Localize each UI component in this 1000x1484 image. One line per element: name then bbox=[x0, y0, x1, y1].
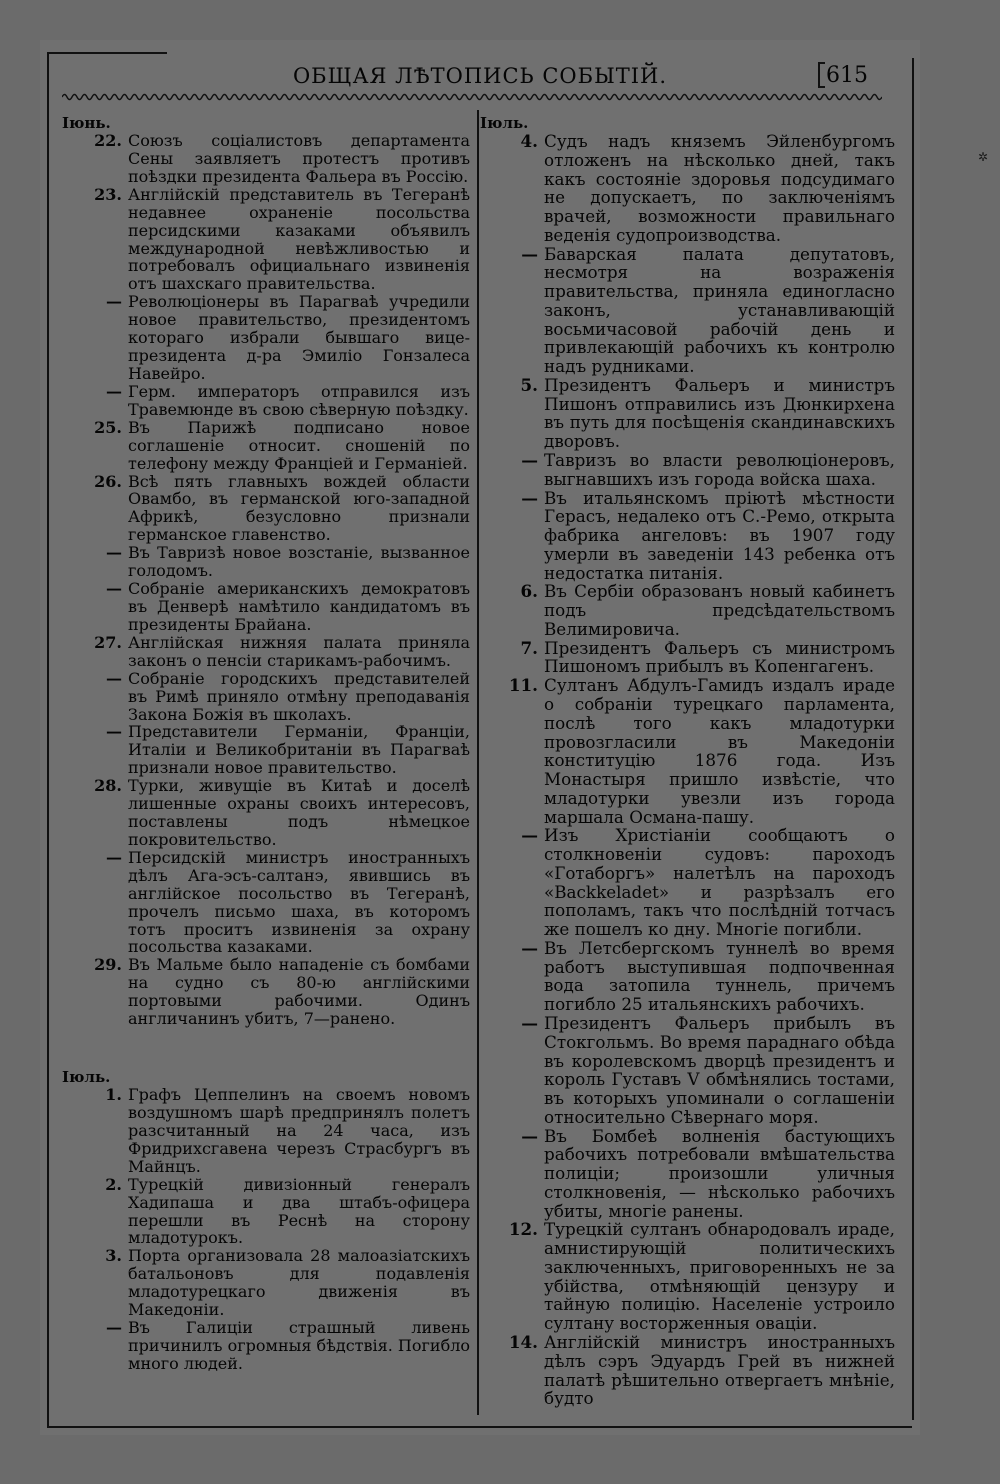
chronicle-entry bbox=[62, 849, 470, 957]
entry-text: Въ Бомбеѣ волненія бастующихъ рабочихъ потребовали вмѣшательства полиціи; произошли уличныя столкновенія, — нѣсколько рабочихъ убиты, многіе ранены. bbox=[544, 1125, 895, 1221]
chronicle-entry bbox=[480, 1333, 895, 1408]
entry-text: Въ Парижѣ подписано новое соглашеніе относит. сношеній по телефону между Франціей и Германіей. bbox=[128, 417, 470, 473]
entry-text: Революціонеры въ Парагваѣ учредили новое правительство, президентомъ котораго избрали бывшаго вице-президента д-ра Эмиліо Гонзалеса Навейро. bbox=[128, 292, 470, 383]
entry-text: Всѣ пять главныхъ вождей области Овамбо, въ германской юго-западной Африкѣ, безусловно признали германское главенство. bbox=[128, 471, 470, 545]
entry-text: Въ Галиціи страшный ливень причинилъ огромныя бѣдствія. Погибло много людей. bbox=[128, 1318, 470, 1373]
frame-top-rule bbox=[47, 52, 167, 54]
entry-date: 3. bbox=[105, 1246, 122, 1266]
entry-date: 29. bbox=[94, 955, 122, 975]
entry-text: Въ Тавризѣ новое возстаніе, вызванное голодомъ. bbox=[128, 543, 470, 581]
chronicle-entry bbox=[62, 1176, 470, 1248]
entry-date: — bbox=[521, 825, 538, 846]
entry-text: Собраніе городскихъ представителей въ Римѣ приняло отмѣну преподаванія Закона Божія въ школахъ. bbox=[128, 668, 470, 724]
chronicle-entry bbox=[62, 723, 470, 777]
chronicle-entry bbox=[62, 473, 470, 545]
chronicle-entry bbox=[480, 639, 895, 677]
entry-text: Изъ Христіаніи сообщаютъ о столкновеніи судовъ: пароходъ «Готаборгъ» налетѣлъ на пароходъ «Backkeladet» и разрѣзалъ его пополамъ, такъ что послѣдній тотчасъ же пошелъ ко дну. Многіе погибли. bbox=[544, 825, 895, 940]
entry-date: — bbox=[106, 543, 122, 563]
entry-date: — bbox=[106, 722, 122, 742]
entry-date: — bbox=[521, 1125, 538, 1146]
entry-text: Англійскій представитель въ Тегеранѣ недавнее охраненіе посольства персидскими казаками объявилъ международной невѣжливостью и потребовалъ официальнаго извиненія отъ шахскаго правительства. bbox=[128, 184, 470, 294]
chronicle-entry bbox=[62, 1319, 470, 1373]
entry-text: Баварская палата депутатовъ, несмотря на возраженія правительства, приняла единогласно законъ, устанавливающій восьмичасовой рабочій день и привлекающій рабочихъ къ контролю надъ рудниками. bbox=[544, 243, 895, 377]
entry-text: Англійская нижняя палата приняла законъ о пенсіи старикамъ-рабочимъ. bbox=[128, 632, 470, 670]
chronicle-entry bbox=[480, 451, 895, 489]
entry-date: 27. bbox=[94, 632, 122, 652]
entry-text: Тавризъ во власти революціонеровъ, выгнавшихъ изъ города войска шаха. bbox=[544, 450, 895, 489]
chronicle-entry bbox=[62, 419, 470, 473]
chronicle-entry bbox=[62, 186, 470, 294]
entry-date: — bbox=[106, 1318, 122, 1338]
chronicle-entry bbox=[480, 376, 895, 451]
entry-text: Персидскій министръ иностранныхъ дѣлъ Ага-эсъ-салтанэ, явившись въ англійское посольство въ Тегеранѣ, прочелъ письмо шаха, въ которомъ тотъ проситъ извиненія за охрану посольства казаками. bbox=[128, 847, 470, 957]
month-gap bbox=[62, 1028, 470, 1068]
entry-date: 22. bbox=[94, 131, 122, 150]
left-column bbox=[62, 114, 470, 1373]
frame-bottom-rule bbox=[47, 1426, 912, 1428]
frame-left-rule bbox=[47, 52, 49, 1427]
entry-text: Англійскій министръ иностранныхъ дѣлъ сэръ Эдуардъ Грей въ нижней палатѣ рѣшительно отвергаетъ мнѣніе, будто bbox=[544, 1332, 895, 1409]
entry-date: 6. bbox=[520, 581, 538, 602]
entry-date: — bbox=[106, 292, 122, 312]
entry-text: Въ Мальме было нападеніе съ бомбами на судно съ 80-ю англійскими портовыми рабочими. Одинъ англичанинъ убитъ, 7—ранено. bbox=[128, 955, 470, 1029]
entry-text: Президентъ Фальеръ съ министромъ Пишономъ прибылъ въ Копенгагенъ. bbox=[544, 637, 895, 677]
entry-date: 23. bbox=[94, 184, 122, 204]
chronicle-entry bbox=[480, 582, 895, 638]
chronicle-entry bbox=[62, 1247, 470, 1319]
chronicle-entry bbox=[480, 939, 895, 1014]
chronicle-entry bbox=[480, 489, 895, 583]
entry-text: Въ Летсбергскомъ туннелѣ во время работъ выступившая подпочвенная вода затопила туннель, причемъ погибло 25 итальянскихъ рабочихъ. bbox=[544, 937, 895, 1015]
month-heading: Іюль. bbox=[480, 114, 529, 132]
entry-text: Графъ Цеппелинъ на своемъ новомъ воздушномъ шарѣ предпринялъ полетъ разсчитанный на 24 часа, изъ Фридрихсгавена черезъ Страсбургъ въ Майнцъ. bbox=[128, 1085, 470, 1176]
entry-text: Президентъ Фальеръ прибылъ въ Стокгольмъ. Во время параднаго обѣда въ королевскомъ дворцѣ президентъ и король Густавъ V обмѣнялись тостами, въ которыхъ упоминали о соглашеніи относительно Сѣвернаго моря. bbox=[544, 1012, 895, 1127]
entry-date: 7. bbox=[520, 637, 538, 658]
entry-date: 12. bbox=[508, 1219, 538, 1240]
entry-text: Султанъ Абдулъ-Гамидъ издалъ ираде о собраніи турецкаго парламента, послѣ того какъ младотурки провозгласили въ Македоніи конституцію 1876 года. Изъ Монастыря пришло извѣстіе, что младотурки увезли изъ города маршала Османа-пашу. bbox=[544, 675, 895, 827]
entry-date: 26. bbox=[94, 471, 122, 491]
column-divider bbox=[477, 110, 479, 1415]
chronicle-entry bbox=[62, 634, 470, 670]
entry-text: Собраніе американскихъ демократовъ въ Денверѣ намѣтило кандидатомъ въ президенты Брайана. bbox=[128, 579, 470, 634]
entry-date: — bbox=[521, 487, 538, 508]
entry-text: Представители Германіи, Франціи, Италіи и Великобританіи въ Парагваѣ признали новое правительство. bbox=[128, 722, 470, 778]
page-number: 615 bbox=[826, 63, 868, 88]
page-number-bracket bbox=[818, 62, 825, 88]
chronicle-entry bbox=[62, 580, 470, 634]
entry-date: — bbox=[521, 1012, 538, 1033]
chronicle-entry bbox=[62, 132, 470, 186]
entry-date: 28. bbox=[94, 776, 122, 796]
entry-text: Порта организовала 28 малоазіатскихъ батальоновъ для подавленія младотурецкаго движенія въ Македоніи. bbox=[128, 1246, 470, 1320]
chronicle-entry bbox=[62, 670, 470, 724]
chronicle-entry bbox=[480, 826, 895, 939]
chronicle-entry bbox=[62, 293, 470, 383]
entry-date: — bbox=[106, 381, 122, 401]
entry-date: 2. bbox=[105, 1174, 122, 1194]
entry-text: Въ итальянскомъ пріютѣ мѣстности Герасъ, недалеко отъ С.-Ремо, открыта фабрика ангеловъ: въ 1907 году умерли въ заведеніи 143 ребенка отъ недостатка питанія. bbox=[544, 487, 895, 583]
chronicle-entry bbox=[62, 777, 470, 849]
month-heading: Іюль. bbox=[62, 1068, 111, 1087]
entry-date: 5. bbox=[520, 374, 538, 395]
chronicle-entry bbox=[480, 1220, 895, 1333]
wavy-divider bbox=[62, 90, 882, 104]
chronicle-entry bbox=[480, 1127, 895, 1221]
entry-date: — bbox=[106, 668, 122, 688]
entry-date: — bbox=[521, 243, 538, 264]
entry-text: Турецкій султанъ обнародовалъ ираде, амнистирующій политическихъ заключенныхъ, приговоренныхъ не за убійства, отмѣняющій цензуру и тайную полицію. Населеніе устроило султану восторженныя оваціи. bbox=[544, 1219, 895, 1334]
entry-date: 14. bbox=[508, 1332, 538, 1352]
entry-date: 1. bbox=[105, 1085, 122, 1105]
entry-date: — bbox=[106, 847, 122, 867]
entry-date: 11. bbox=[508, 675, 538, 696]
entry-text: Турецкій дивизіонный генералъ Хадипаша и два штабъ-офицера перешли въ Реснѣ на сторону младотурокъ. bbox=[128, 1174, 470, 1248]
chronicle-entry bbox=[62, 383, 470, 419]
entry-date: — bbox=[521, 450, 538, 471]
frame-right-rule bbox=[912, 58, 914, 1420]
entry-text: Герм. императоръ отправился изъ Травемюнде въ свою сѣверную поѣздку. bbox=[128, 381, 470, 419]
page-header-title: ОБЩАЯ ЛѢТОПИСЬ СОБЫТІЙ. bbox=[292, 64, 668, 88]
chronicle-entry bbox=[480, 1014, 895, 1127]
entry-text: Въ Сербіи образованъ новый кабинетъ подъ предсѣдательствомъ Велимировича. bbox=[544, 581, 895, 639]
chronicle-entry bbox=[62, 956, 470, 1028]
entry-date: — bbox=[106, 579, 122, 599]
chronicle-entry bbox=[62, 1086, 470, 1176]
chronicle-entry bbox=[480, 132, 895, 245]
chronicle-entry bbox=[480, 245, 895, 376]
entry-text: Судъ надъ княземъ Эйленбургомъ отложенъ на нѣсколько дней, такъ какъ состояніе здоровья подсудимаго не допускаетъ, по заключеніямъ врачей, возможности правильнаго веденія судопроизводства. bbox=[544, 131, 895, 245]
entry-text: Турки, живущіе въ Китаѣ и доселѣ лишенные охраны своихъ интересовъ, поставлены подъ нѣмецкое покровительство. bbox=[128, 776, 470, 849]
chronicle-entry bbox=[62, 544, 470, 580]
chronicle-entry bbox=[480, 676, 895, 826]
right-column bbox=[480, 114, 895, 1408]
entry-date: 25. bbox=[94, 417, 122, 437]
entry-text: Президентъ Фальеръ и министръ Пишонъ отправились изъ Дюнкирхена въ путь для посѣщенія скандинавскихъ дворовъ. bbox=[544, 374, 895, 452]
entry-date: 4. bbox=[520, 131, 538, 151]
month-heading: Іюнь. bbox=[62, 114, 111, 132]
margin-speck: ✲ bbox=[978, 150, 989, 164]
entry-text: Союзъ соціалистовъ департамента Сены заявляетъ протестъ противъ поѣздки президента Фальера въ Россію. bbox=[128, 131, 470, 186]
entry-date: — bbox=[521, 937, 538, 958]
